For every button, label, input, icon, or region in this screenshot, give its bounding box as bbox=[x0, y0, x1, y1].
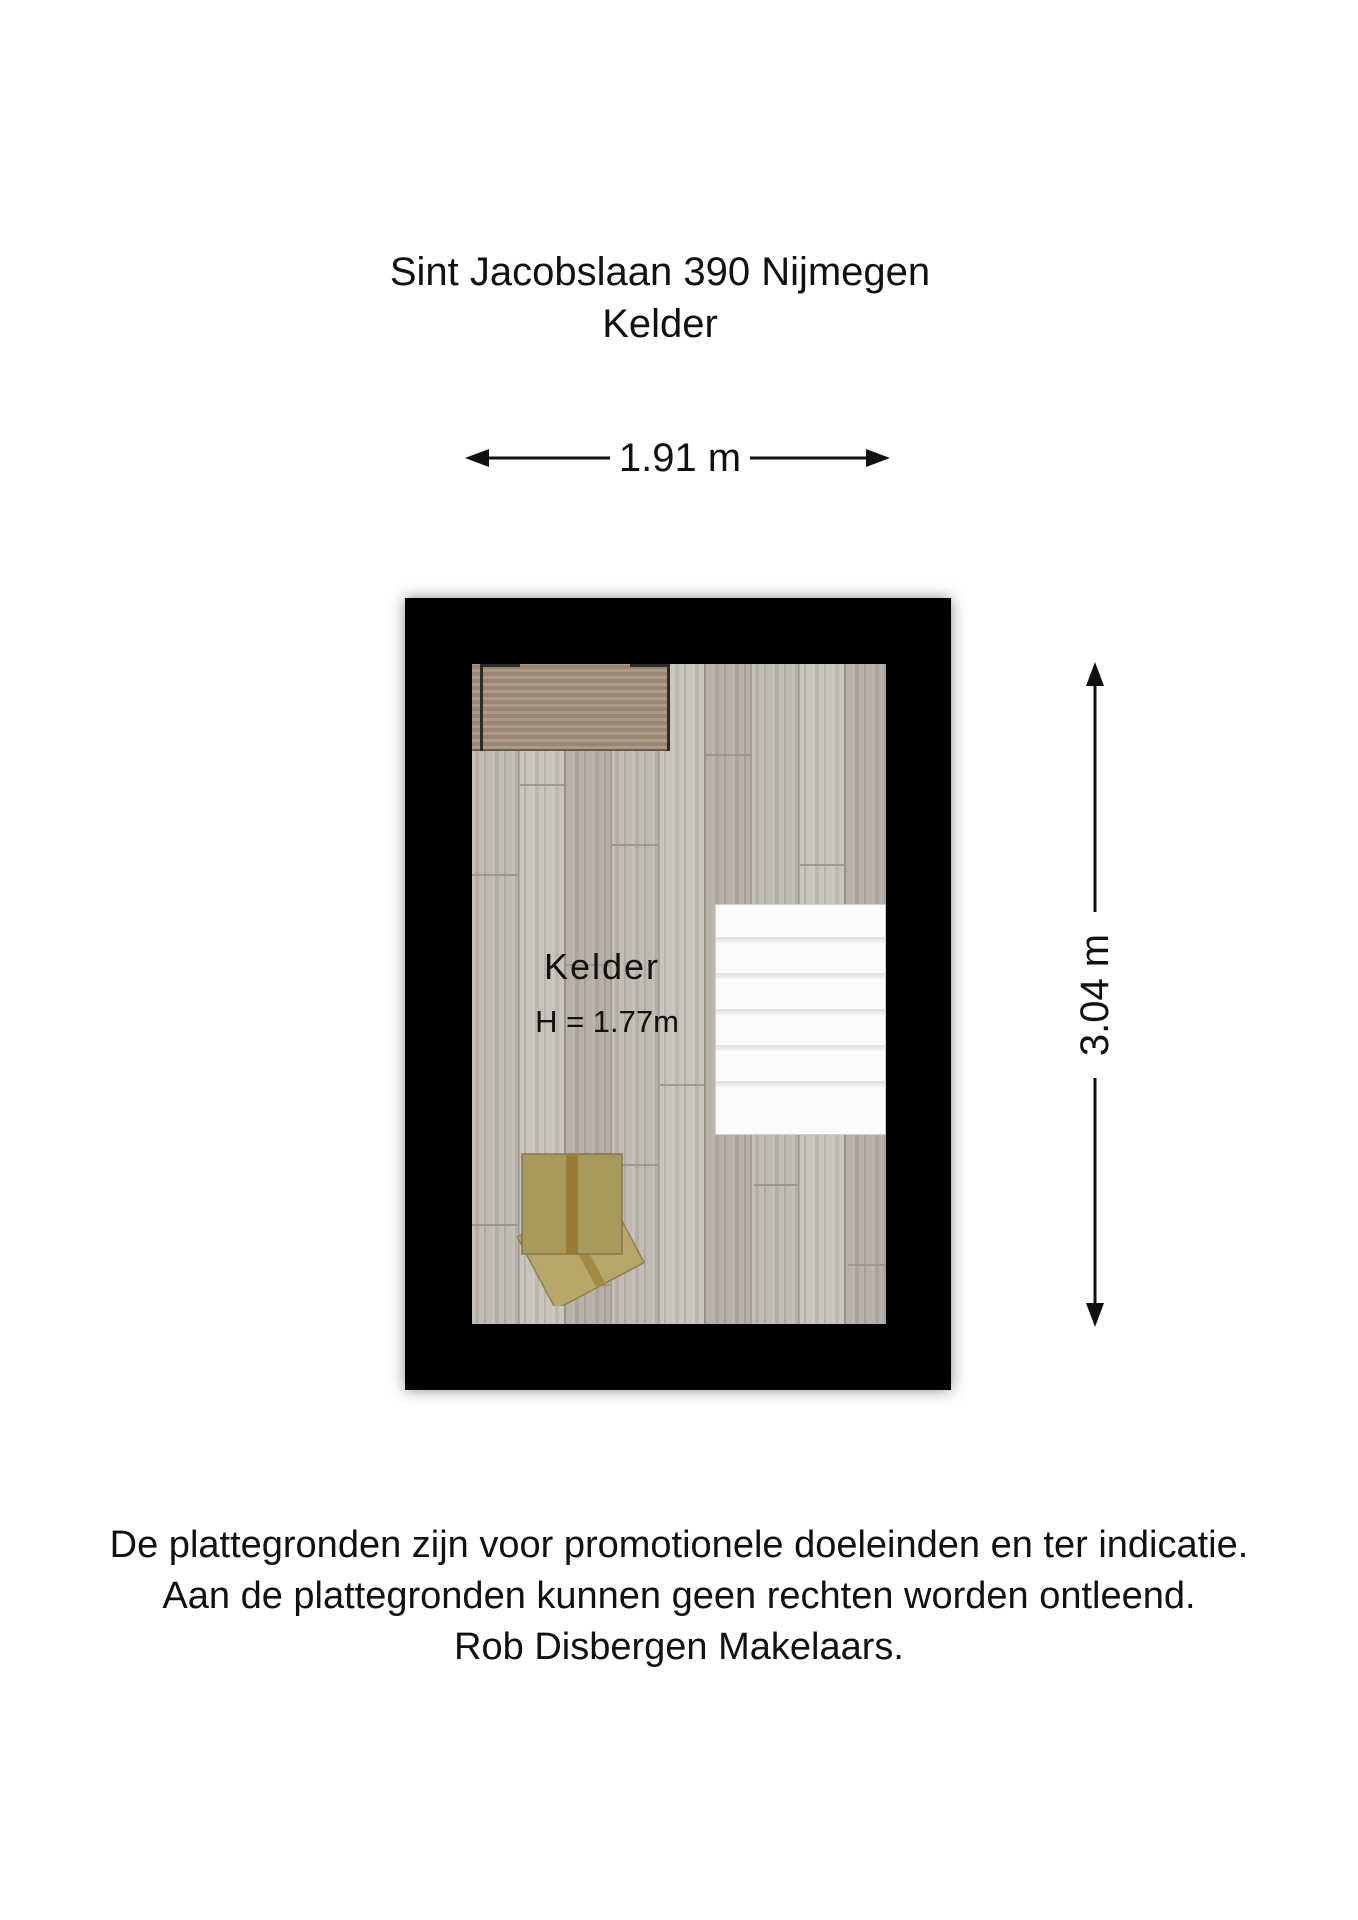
height-dimension bbox=[1060, 662, 1130, 1327]
floor-plank-seam bbox=[520, 784, 564, 786]
room-floor bbox=[472, 664, 886, 1324]
agency-name: Rob Disbergen Makelaars. bbox=[454, 1626, 904, 1668]
height-dimension-label: 3.04 m bbox=[1065, 912, 1125, 1078]
room-name-label: Kelder bbox=[543, 946, 661, 987]
disclaimer-line: De plattegronden zijn voor promotionele doeleinden en ter indicatie. bbox=[109, 1524, 1249, 1566]
plan-title bbox=[0, 246, 1320, 350]
stair-step bbox=[716, 1045, 885, 1051]
disclaimer-line: Aan de plattegronden kunnen geen rechten worden ontleend. bbox=[162, 1575, 1196, 1617]
floor-plank-seam bbox=[660, 1084, 704, 1086]
shelf-frame bbox=[480, 664, 520, 667]
storage-shelf bbox=[472, 664, 667, 751]
floor-plank-seam bbox=[472, 874, 518, 876]
cardboard-boxes bbox=[494, 1146, 654, 1306]
floor-plank-seam bbox=[706, 754, 752, 756]
stair-step bbox=[716, 1081, 885, 1087]
disclaimer bbox=[0, 1520, 1358, 1673]
room-height-label: H = 1.77m bbox=[535, 1004, 679, 1039]
floor-plank-seam bbox=[800, 864, 846, 866]
stair-step bbox=[716, 1009, 885, 1015]
floor-plank-seam bbox=[848, 1264, 886, 1266]
shelf-frame bbox=[667, 664, 670, 751]
width-dimension bbox=[465, 428, 890, 488]
floor-plank-seam bbox=[754, 1184, 798, 1186]
shelf-frame bbox=[630, 664, 670, 667]
address-title: Sint Jacobslaan 390 Nijmegen bbox=[389, 250, 931, 294]
shelf-frame bbox=[480, 664, 483, 751]
staircase bbox=[715, 904, 886, 1135]
stair-step bbox=[716, 937, 885, 943]
width-dimension-label: 1.91 m bbox=[610, 428, 750, 488]
floor-subtitle: Kelder bbox=[602, 302, 718, 346]
floor-plank-seam bbox=[612, 844, 658, 846]
stair-step bbox=[716, 973, 885, 979]
floor-plan bbox=[405, 598, 951, 1390]
